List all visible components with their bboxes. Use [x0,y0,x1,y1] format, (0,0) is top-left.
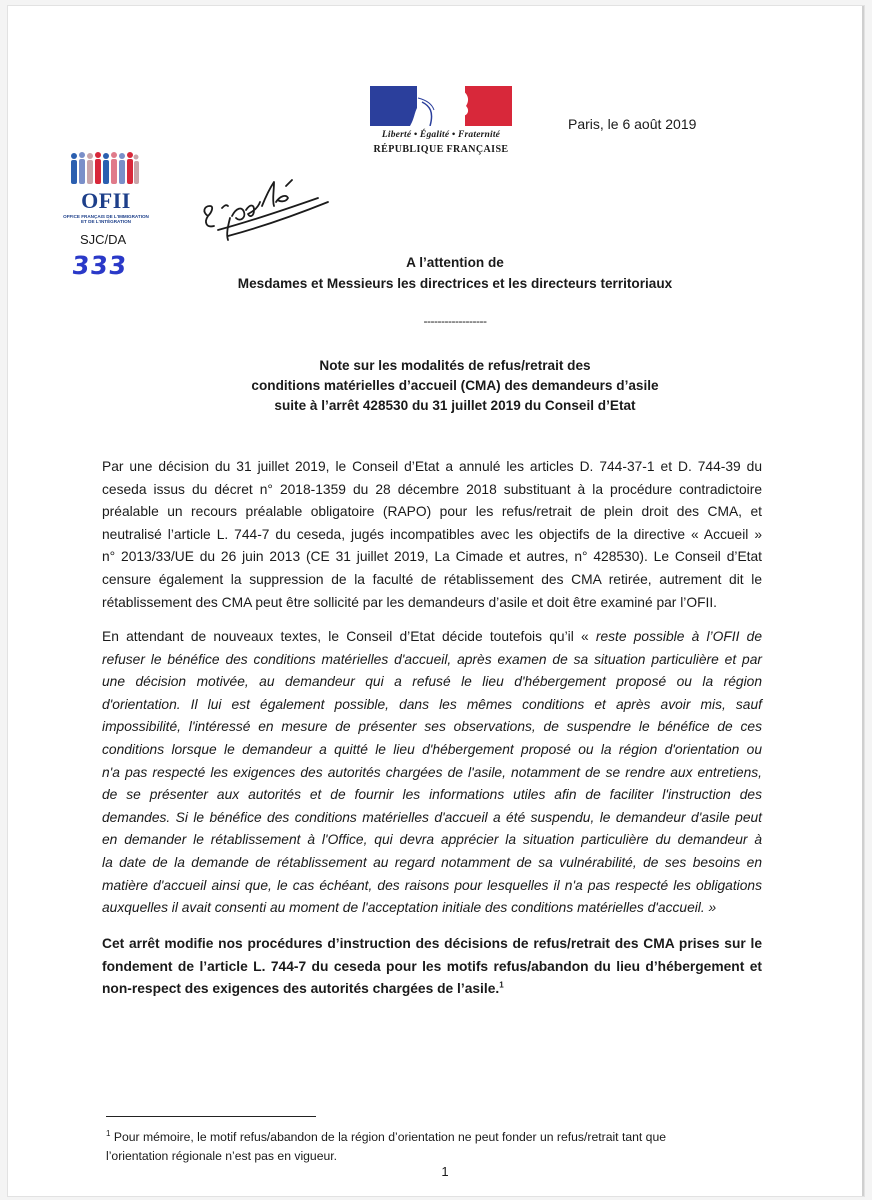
paragraph-3-last-text: non-respect des exigences des autorités chargées de l’asile. [102,981,500,997]
handwritten-signature [188,156,348,246]
paragraph-2 [102,626,762,920]
title-line3: suite à l’arrêt 428530 du 31 juillet 2019 du Conseil d’Etat [274,398,636,413]
footnote [106,1128,746,1166]
ofii-acronym: OFII [81,188,131,213]
footnote-reference[interactable]: 1 [499,980,504,990]
footnote-rule [106,1116,316,1117]
paragraph-2-line: en demander le rétablissement à l'Office, qui devra apprécier la situation particulière du demandeur à [102,832,762,848]
paragraph-3 [102,933,762,1001]
republic-motto: Liberté • Égalité • Fraternité [381,130,501,140]
ofii-subtitle-line1: OFFICE FRANÇAIS DE L'IMMIGRATION [63,214,149,219]
addressee-line1: A l’attention de [406,255,504,270]
paragraph-3-line: fondement de l’article L. 744-7 du ceseda pour les motifs refus/abandon du lieu d’hébergement et [102,958,762,974]
footnote-text: Pour mémoire, le motif refus/abandon de la région d’orientation ne peut fonder un refus/retrait tant que [110,1130,666,1144]
paragraph-2-line: d'orientation. Il lui est également possible, dans les mêmes conditions et après avoir mis, sauf [102,696,762,712]
title-line2: conditions matérielles d’accueil (CMA) des demandeurs d’asile [251,378,659,393]
paragraph-1-line: neutralisé l’article L. 744-7 du ceseda, jugés incompatibles avec les objectifs de la directive « Accueil » [102,526,762,542]
paragraph-1-line: censure également la suppression de la faculté de rétablissement des CMA retirée, autrement dit le [102,571,762,587]
paragraph-1-line: rétablissement des CMA peut être sollicité par les demandeurs d’asile et doit être examiné par l’OFII. [102,594,718,610]
paragraph-1-line: ceseda issus du décret n° 2018-1359 du 28 décembre 2018 substituant à la procédure contradictoire [102,481,762,497]
footnote-marker: 1 [106,1128,111,1138]
paragraph-2-intro-quote: reste possible à l’OFII de [595,629,762,644]
paragraph-1-line: Par une décision du 31 juillet 2019, le Conseil d’Etat a annulé les articles D. 744-37-1 et D. 744-39 du [102,459,762,474]
paragraph-3-line: Cet arrêt modifie nos procédures d’instruction des décisions de refus/retrait des CMA prises sur le [102,936,762,951]
paragraph-2-line: refuser le bénéfice des conditions matérielles d'accueil, après examen de sa situation particulière et par [102,651,762,667]
addressee-line2: Mesdames et Messieurs les directrices et les directeurs territoriaux [237,276,673,291]
republic-name: RÉPUBLIQUE FRANÇAISE [373,144,509,155]
paragraph-2-line: conditions lorsque le demandeur a quitté le lieu d'hébergement proposé ou la région d'orientation ou [102,741,762,757]
ofii-subtitle-line2: ET DE L'INTÉGRATION [80,219,131,225]
paragraph-3-line [102,978,762,1001]
paragraph-1-line: n° 2013/33/UE du 26 juin 2013 (CE 31 juillet 2019, La Cimade et autres, n° 428530). Le Conseil d’Etat [102,549,762,565]
paragraph-2-line: de se présenter aux autorités et de fournir les informations utiles afin de faciliter l'instruction des [102,787,762,803]
paragraph-1-line: préalable un recours préalable obligatoire (RAPO) pour les refus/retrait de plein droit des CMA, et [102,504,762,520]
paragraph-2-line [102,626,762,649]
paragraph-2-line: la date de la demande de rétablissement au regard notamment de sa vulnérabilité, de ses besoins en [102,854,762,870]
page-number: 1 [441,1164,449,1179]
paragraph-2-line: impossibilité, l'intéressé en mesure de présenter ses observations, de suspendre le bénéfice de ces [102,719,762,735]
reference-code: SJC/DA [80,232,127,247]
paragraph-1 [102,456,762,614]
footnote-line: l’orientation régionale n’est pas en vigueur. [106,1149,338,1163]
title-line1: Note sur les modalités de refus/retrait des [319,358,591,373]
paragraph-2-line: demandes. Si le bénéfice des conditions matérielles d'accueil a été suspendu, le demandeur d'asile peut [102,809,762,825]
ofii-subtitle [62,214,150,225]
paragraph-2-line: une décision motivée, au demandeur qui a refusé le lieu d'hébergement proposé ou la région [102,674,762,690]
handwritten-number: 333 [70,251,129,280]
marianne-logo [370,86,512,126]
note-title [8,356,862,416]
separator: ------------------ [423,314,487,328]
paragraph-2-line: n'a pas respecté les exigences des autorités chargées de l'asile, notamment de se rendre aux entretiens, [102,764,762,780]
date-line: Paris, le 6 août 2019 [568,116,697,132]
footnote-line [106,1128,746,1147]
paragraph-2-line: matière d'accueil ainsi que, le cas échéant, des raisons pour lesquelles il n'a pas respecté les obligations [102,877,762,893]
document-page [8,6,864,1196]
paragraph-2-intro: En attendant de nouveaux textes, le Conseil d’Etat décide toutefois qu’il « [102,629,596,644]
paragraph-2-line: auxquelles il avait consenti au moment de l'acceptation initiale des conditions matérielles d'accueil. » [102,900,717,916]
ofii-people-logo [68,150,140,186]
